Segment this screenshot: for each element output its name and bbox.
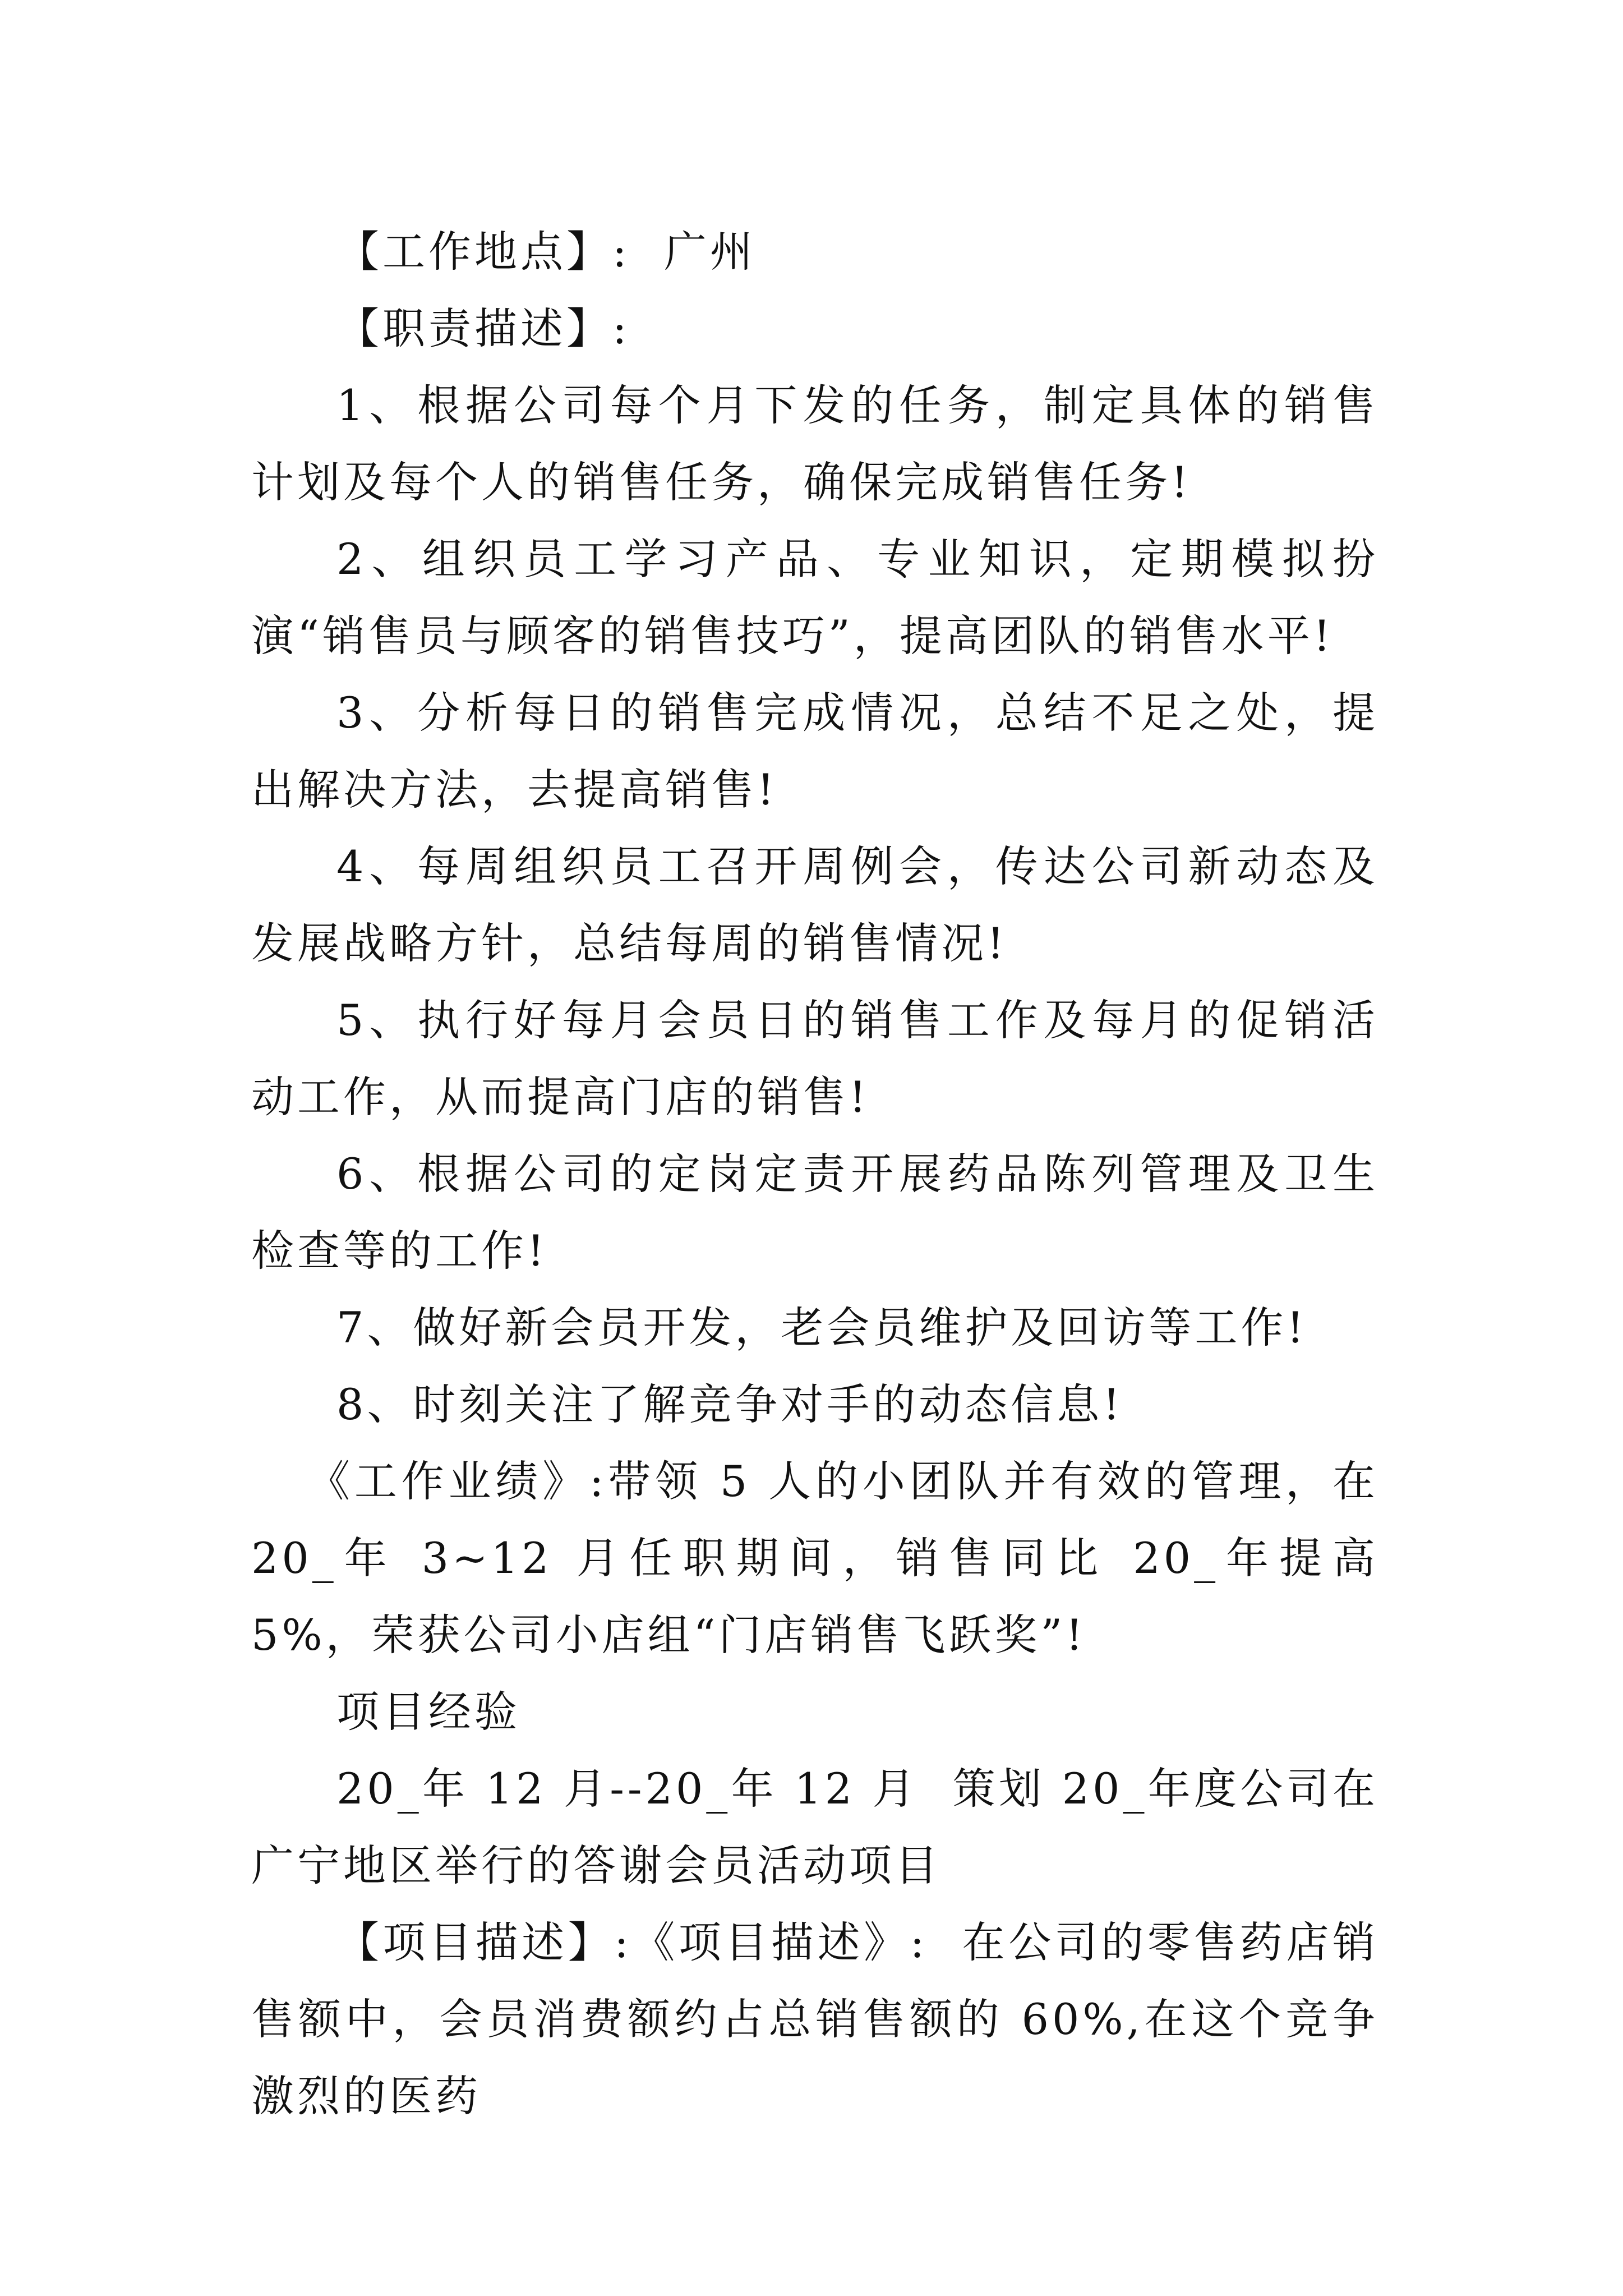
duty-item-5: 5、执行好每月会员日的销售工作及每月的促销活动工作，从而提高门店的销售! bbox=[251, 995, 1378, 1122]
duty-item-7: 7、做好新会员开发，老会员维护及回访等工作! bbox=[336, 1303, 1307, 1352]
project-description: 【项目描述】:《项目描述》: 在公司的零售药店销售额中，会员消费额约占总销售额的 60%,在这个竞争激烈的医药 bbox=[251, 1917, 1378, 2121]
duty-item-2: 2、组织员工学习产品、专业知识，定期模拟扮演“销售员与顾客的销售技巧”，提高团队的销售水平! bbox=[251, 534, 1378, 661]
project-period-line: 20_年 12 月--20_年 12 月 策划 20_年度公司在广宁地区举行的答谢会员活动项目 bbox=[251, 1764, 1378, 1890]
duty-item-6: 6、根据公司的定岗定责开展药品陈列管理及卫生检查等的工作! bbox=[251, 1149, 1378, 1276]
duty-heading: 【职责描述】: bbox=[336, 303, 630, 353]
duty-item-3: 3、分析每日的销售完成情况，总结不足之处，提出解决方法，去提高销售! bbox=[251, 688, 1378, 815]
work-achievement: 《工作业绩》:带领 5 人的小团队并有效的管理，在 20_年 3~12 月任职期间，销售同比 20_年提高 5%，荣获公司小店组“门店销售飞跃奖”! bbox=[251, 1456, 1396, 1660]
duty-item-8: 8、时刻关注了解竞争对手的动态信息! bbox=[336, 1379, 1123, 1429]
project-experience-heading: 项目经验 bbox=[336, 1687, 520, 1737]
document-body bbox=[251, 213, 1396, 2134]
duty-item-4: 4、每周组织员工召开周例会，传达公司新动态及发展战略方针，总结每周的销售情况! bbox=[251, 841, 1378, 968]
duty-item-1: 1、根据公司每个月下发的任务，制定具体的销售计划及每个人的销售任务，确保完成销售任务! bbox=[251, 380, 1378, 507]
work-location-line: 【工作地点】: 广州 bbox=[336, 227, 756, 277]
